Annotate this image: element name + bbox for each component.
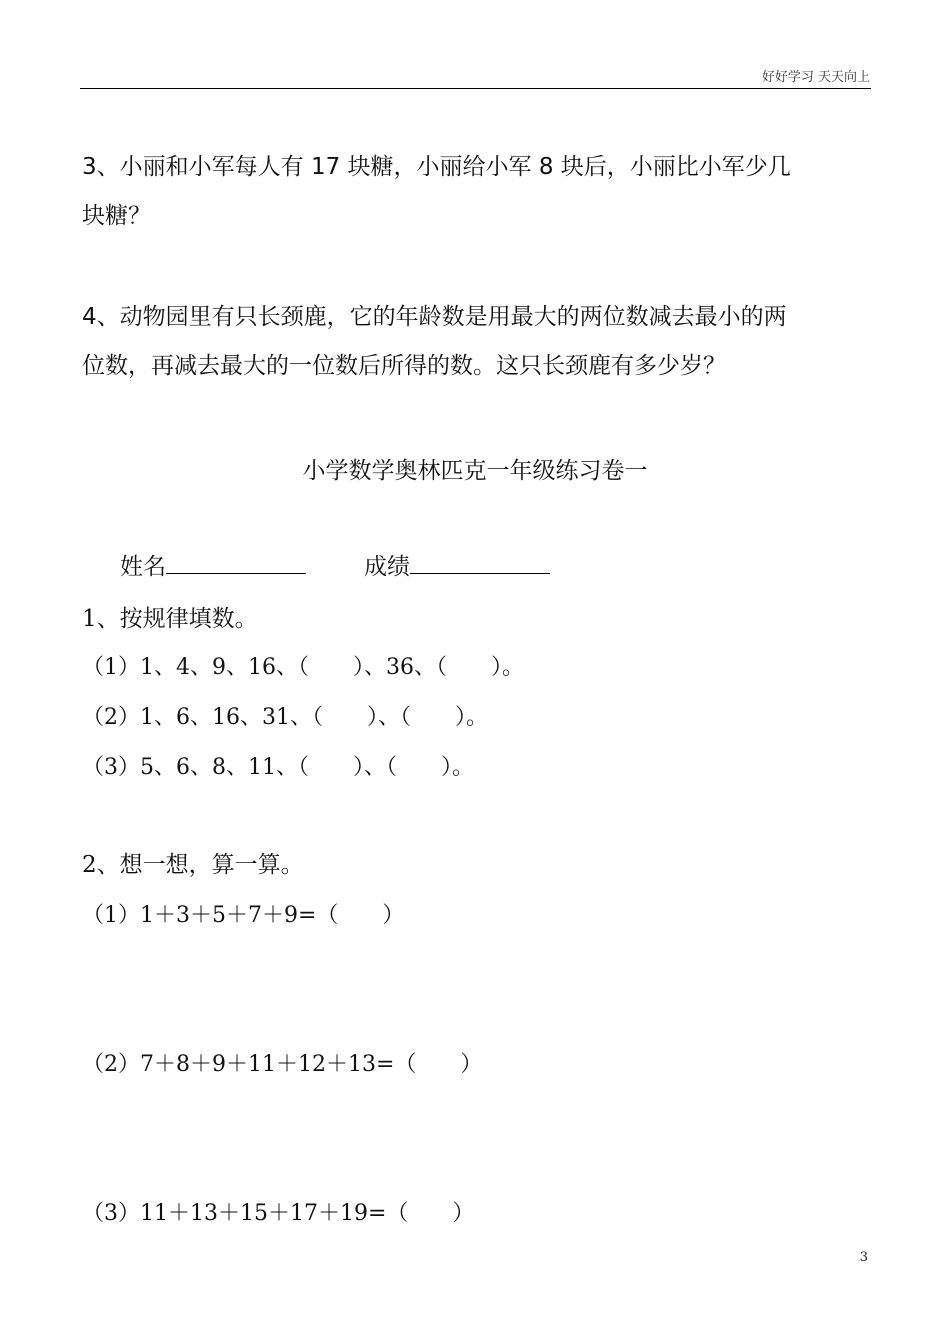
section-1-item-1: （1）1、4、9、16、（ ）、36、（ ）。 xyxy=(82,655,524,680)
section-2-heading: 2、想一想，算一算。 xyxy=(82,852,304,878)
question-3-line-1: 3、小丽和小军每人有 17 块糖，小丽给小军 8 块后，小丽比小军少几 xyxy=(82,154,791,180)
section-2-item-3: （3）11＋13＋15＋17＋19=（ ） xyxy=(82,1201,475,1226)
section-2-item-1: （1）1＋3＋5＋7＋9=（ ） xyxy=(82,903,405,928)
question-4-line-1: 4、动物园里有只长颈鹿，它的年龄数是用最大的两位数减去最小的两 xyxy=(82,304,787,330)
score-label: 成绩 xyxy=(364,554,410,580)
score-field xyxy=(364,548,550,581)
section-1-heading: 1、按规律填数。 xyxy=(82,606,258,632)
page-header-text: 好好学习 天天向上 xyxy=(761,70,870,85)
section-1-item-3: （3）5、6、8、11、（ ）、（ ）。 xyxy=(82,755,474,780)
name-blank-line xyxy=(166,551,306,574)
question-4-line-2: 位数，再减去最大的一位数后所得的数。这只长颈鹿有多少岁？ xyxy=(82,353,726,379)
header-divider xyxy=(80,88,871,89)
score-blank-line xyxy=(410,551,550,574)
worksheet-title: 小学数学奥林匹克一年级练习卷一 xyxy=(302,458,648,484)
name-field xyxy=(120,548,306,581)
name-label: 姓名 xyxy=(120,554,166,580)
section-2-item-2: （2）7＋8＋9＋11＋12＋13=（ ） xyxy=(82,1052,483,1077)
question-3-line-2: 块糖？ xyxy=(82,203,151,229)
section-1-item-2: （2）1、6、16、31、（ ）、（ ）。 xyxy=(82,705,488,730)
page-number: 3 xyxy=(859,1250,868,1265)
